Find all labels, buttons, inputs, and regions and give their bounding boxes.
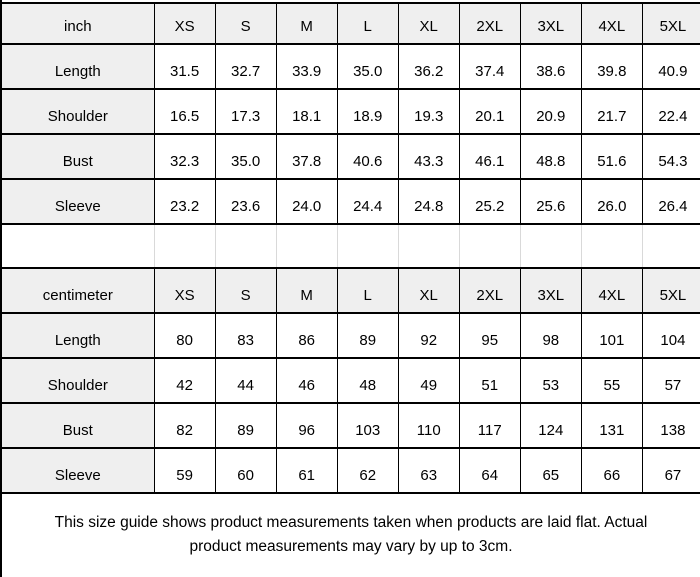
measurement-label: Shoulder: [2, 358, 154, 403]
unit-label: inch: [2, 3, 154, 44]
measurement-value-cell: 83: [215, 313, 276, 358]
measurement-value-cell: 46: [276, 358, 337, 403]
spacer-cell: [643, 225, 700, 267]
spacer-cell: [337, 225, 398, 267]
measurement-value-cell: 18.1: [276, 89, 337, 134]
measurement-value-cell: 124: [520, 403, 581, 448]
measurement-value-cell: 64: [459, 448, 520, 493]
measurement-value-cell: 19.3: [398, 89, 459, 134]
measurement-row: [2, 358, 700, 403]
measurement-value-cell: 44: [215, 358, 276, 403]
measurement-value-cell: 48.8: [520, 134, 581, 179]
size-column-header: XS: [154, 3, 215, 44]
measurement-label: Bust: [2, 134, 154, 179]
measurement-value-cell: 49: [398, 358, 459, 403]
size-column-header: S: [215, 268, 276, 313]
measurement-value-cell: 20.1: [459, 89, 520, 134]
size-column-header: XL: [398, 3, 459, 44]
spacer-cell: [460, 225, 521, 267]
measurement-value-cell: 32.3: [154, 134, 215, 179]
measurement-value-cell: 92: [398, 313, 459, 358]
measurement-value-cell: 80: [154, 313, 215, 358]
measurement-value-cell: 46.1: [459, 134, 520, 179]
measurement-value-cell: 40.6: [337, 134, 398, 179]
spacer-cell: [399, 225, 460, 267]
measurement-value-cell: 48: [337, 358, 398, 403]
measurement-value-cell: 39.8: [581, 44, 642, 89]
measurement-value-cell: 40.9: [642, 44, 700, 89]
measurement-value-cell: 33.9: [276, 44, 337, 89]
measurement-value-cell: 38.6: [520, 44, 581, 89]
measurement-value-cell: 138: [642, 403, 700, 448]
size-column-header: 2XL: [459, 3, 520, 44]
measurement-value-cell: 51: [459, 358, 520, 403]
measurement-value-cell: 32.7: [215, 44, 276, 89]
measurement-row: [2, 179, 700, 224]
measurement-value-cell: 104: [642, 313, 700, 358]
measurement-value-cell: 20.9: [520, 89, 581, 134]
measurement-value-cell: 110: [398, 403, 459, 448]
size-column-header: XL: [398, 268, 459, 313]
measurement-value-cell: 86: [276, 313, 337, 358]
measurement-value-cell: 89: [337, 313, 398, 358]
measurement-value-cell: 98: [520, 313, 581, 358]
measurement-value-cell: 101: [581, 313, 642, 358]
measurement-label: Shoulder: [2, 89, 154, 134]
measurement-value-cell: 51.6: [581, 134, 642, 179]
measurement-value-cell: 23.2: [154, 179, 215, 224]
size-column-header: 4XL: [581, 268, 642, 313]
size-column-header: M: [276, 3, 337, 44]
measurement-value-cell: 96: [276, 403, 337, 448]
table-spacer-row: [2, 225, 700, 267]
size-table-header-row: [2, 3, 700, 44]
footer-area: [2, 494, 700, 577]
measurement-label: Bust: [2, 403, 154, 448]
measurement-value-cell: 37.4: [459, 44, 520, 89]
measurement-value-cell: 42: [154, 358, 215, 403]
measurement-row: [2, 313, 700, 358]
size-column-header: 3XL: [520, 3, 581, 44]
measurement-row: [2, 89, 700, 134]
measurement-row: [2, 403, 700, 448]
measurement-value-cell: 54.3: [642, 134, 700, 179]
measurement-label: Length: [2, 44, 154, 89]
spacer-cell: [2, 225, 154, 267]
measurement-value-cell: 117: [459, 403, 520, 448]
measurement-value-cell: 43.3: [398, 134, 459, 179]
size-column-header: S: [215, 3, 276, 44]
measurement-value-cell: 23.6: [215, 179, 276, 224]
measurement-value-cell: 131: [581, 403, 642, 448]
measurement-label: Sleeve: [2, 448, 154, 493]
size-column-header: 5XL: [642, 268, 700, 313]
unit-label: centimeter: [2, 268, 154, 313]
measurement-value-cell: 60: [215, 448, 276, 493]
measurement-label: Sleeve: [2, 179, 154, 224]
size-guide-note: This size guide shows product measurements taken when products are laid flat. Actual product measurements may vary by up to 3cm.: [54, 514, 648, 556]
measurement-value-cell: 18.9: [337, 89, 398, 134]
size-column-header: 5XL: [642, 3, 700, 44]
measurement-value-cell: 17.3: [215, 89, 276, 134]
spacer-cell: [276, 225, 337, 267]
spacer-row: [2, 225, 700, 267]
size-table-header-row: [2, 268, 700, 313]
measurement-value-cell: 16.5: [154, 89, 215, 134]
measurement-value-cell: 61: [276, 448, 337, 493]
measurement-value-cell: 24.8: [398, 179, 459, 224]
measurement-value-cell: 53: [520, 358, 581, 403]
measurement-value-cell: 21.7: [581, 89, 642, 134]
size-column-header: M: [276, 268, 337, 313]
size-column-header: XS: [154, 268, 215, 313]
measurement-value-cell: 103: [337, 403, 398, 448]
size-column-header: 4XL: [581, 3, 642, 44]
spacer-cell: [582, 225, 643, 267]
measurement-value-cell: 24.0: [276, 179, 337, 224]
spacer-cell: [521, 225, 582, 267]
spacer-cell: [215, 225, 276, 267]
measurement-value-cell: 24.4: [337, 179, 398, 224]
measurement-value-cell: 55: [581, 358, 642, 403]
measurement-value-cell: 26.0: [581, 179, 642, 224]
measurement-value-cell: 82: [154, 403, 215, 448]
measurement-value-cell: 26.4: [642, 179, 700, 224]
measurement-row: [2, 44, 700, 89]
measurement-value-cell: 22.4: [642, 89, 700, 134]
size-column-header: L: [337, 3, 398, 44]
measurement-value-cell: 25.6: [520, 179, 581, 224]
measurement-value-cell: 25.2: [459, 179, 520, 224]
measurement-label: Length: [2, 313, 154, 358]
measurement-value-cell: 65: [520, 448, 581, 493]
measurement-value-cell: 62: [337, 448, 398, 493]
size-column-header: 3XL: [520, 268, 581, 313]
spacer-cell: [154, 225, 215, 267]
measurement-value-cell: 57: [642, 358, 700, 403]
size-table-inch: [2, 2, 700, 225]
size-column-header: L: [337, 268, 398, 313]
measurement-value-cell: 35.0: [337, 44, 398, 89]
measurement-value-cell: 67: [642, 448, 700, 493]
measurement-value-cell: 66: [581, 448, 642, 493]
measurement-row: [2, 134, 700, 179]
measurement-value-cell: 36.2: [398, 44, 459, 89]
size-column-header: 2XL: [459, 268, 520, 313]
measurement-value-cell: 37.8: [276, 134, 337, 179]
measurement-value-cell: 63: [398, 448, 459, 493]
measurement-value-cell: 35.0: [215, 134, 276, 179]
measurement-value-cell: 89: [215, 403, 276, 448]
measurement-row: [2, 448, 700, 493]
measurement-value-cell: 31.5: [154, 44, 215, 89]
measurement-value-cell: 59: [154, 448, 215, 493]
measurement-value-cell: 95: [459, 313, 520, 358]
size-table-centimeter: [2, 267, 700, 494]
